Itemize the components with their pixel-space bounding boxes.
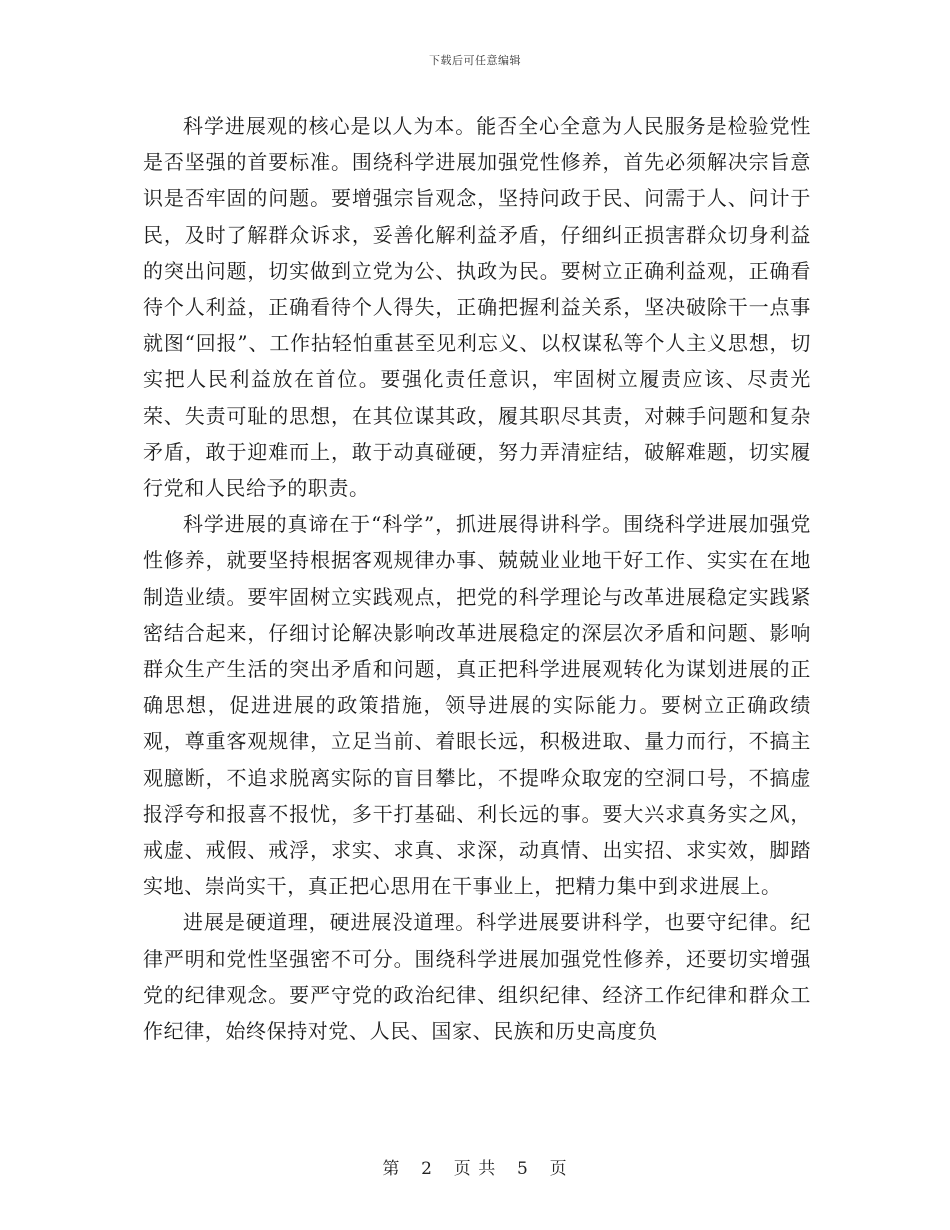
footer-suffix: 页 [549,1159,568,1179]
document-body [143,108,811,1049]
footer-total-pages: 5 [517,1159,529,1179]
footer-prefix: 第 [382,1159,401,1179]
page-header: 下载后可任意编辑 [429,54,521,67]
footer-middle: 页 共 [453,1159,497,1179]
paragraph-1: 科学进展观的核心是以人为本。能否全心全意为人民服务是检验党性是否坚强的首要标准。围绕科学进展加强党性修养，首先必须解决宗旨意识是否牢固的问题。要增强宗旨观念，坚持问政于民、问需于人、问计于民，及时了解群众诉求，妥善化解利益矛盾，仔细纠正损害群众切身利益的突出问题，切实做到立党为公、执政为民。要树立正确利益观，正确看待个人利益，正确看待个人得失，正确把握利益关系，坚决破除干一点事就图“回报”、工作拈轻怕重甚至见利忘义、以权谋私等个人主义思想，切实把人民利益放在首位。要强化责任意识，牢固树立履责应该、尽责光荣、失责可耻的思想，在其位谋其政，履其职尽其责，对棘手问题和复杂矛盾，敢于迎难而上，敢于动真碰硬，努力弄清症结，破解难题，切实履行党和人民给予的职责。 [143,114,811,501]
paragraph-2: 科学进展的真谛在于“科学”，抓进展得讲科学。围绕科学进展加强党性修养，就要坚持根据客观规律办事、兢兢业业地干好工作、实实在在地制造业绩。要牢固树立实践观点，把党的科学理论与改革进展稳定实践紧密结合起来，仔细讨论解决影响改革进展稳定的深层次矛盾和问题、影响群众生产生活的突出矛盾和问题，真正把科学进展观转化为谋划进展的正确思想，促进进展的政策措施，领导进展的实际能力。要树立正确政绩观，尊重客观规律，立足当前、着眼长远，积极进取、量力而行，不搞主观臆断，不追求脱离实际的盲目攀比，不提哗众取宠的空洞口号，不搞虚报浮夸和报喜不报忧，多干打基础、利长远的事。要大兴求真务实之风，戒虚、戒假、戒浮，求实、求真、求深，动真情、出实招、求实效，脚踏实地、崇尚实干，真正把心思用在干事业上，把精力集中到求进展上。 [143,512,811,899]
page-footer [0,1154,950,1179]
footer-page-number: 2 [421,1159,433,1179]
paragraph-3: 进展是硬道理，硬进展没道理。科学进展要讲科学，也要守纪律。纪律严明和党性坚强密不可分。围绕科学进展加强党性修养，还要切实增强党的纪律观念。要严守党的政治纪律、组织纪律、经济工作纪律和群众工作纪律，始终保持对党、人民、国家、民族和历史高度负 [143,910,811,1044]
